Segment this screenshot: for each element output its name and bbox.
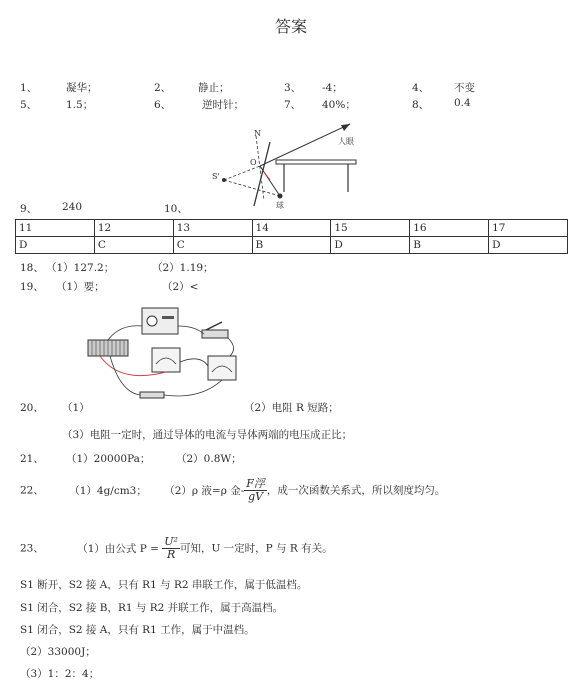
q22-fraction <box>244 478 267 503</box>
table-top <box>276 160 356 164</box>
angle-marker <box>264 172 270 180</box>
q19-part2: （2）< <box>162 281 199 293</box>
answer-3: -4； <box>322 82 343 94</box>
table-header-cell: 16 <box>410 220 489 237</box>
label-point-o: O <box>250 158 257 167</box>
table-cell: D <box>331 237 410 254</box>
q23-line-2: S1 闭合，S2 接 B，R1 与 R2 并联工作，属于高温档。 <box>20 602 284 614</box>
q18-part1: （1）127.2； <box>46 262 115 274</box>
q23-line <box>20 536 333 561</box>
answer-8-number: 8、 <box>412 99 430 111</box>
table-cell: D <box>489 237 568 254</box>
q22-part2-prefix: （2）ρ 液=ρ 金- <box>164 484 245 497</box>
virtual-ray <box>224 166 260 180</box>
label-eye: 人眼 <box>338 137 354 146</box>
q18-part2: （2）1.19； <box>152 262 214 274</box>
answer-9-number: 9、 <box>20 203 38 215</box>
table-cell: D <box>16 237 95 254</box>
table-cell: C <box>173 237 252 254</box>
label-normal: N <box>254 129 261 138</box>
label-ball: 球 <box>276 201 284 210</box>
q20-part3: （3）电阻一定时，通过导体的电流与导体两端的电压成正比； <box>62 429 353 441</box>
q20-part2: （2）电阻 R 短路； <box>244 402 339 414</box>
table-cell: B <box>252 237 331 254</box>
table-cell: C <box>94 237 173 254</box>
table-header-row <box>16 220 568 237</box>
q22-part2-suffix: ，成一次函数关系式，所以刻度均匀。 <box>266 484 446 497</box>
table-header-cell: 11 <box>16 220 95 237</box>
answer-7: 40%； <box>322 99 356 111</box>
ball <box>278 194 283 199</box>
q23-part1-prefix: （1）由公式 P = <box>77 542 159 555</box>
q23-part1-suffix: 可知，U 一定时，P 与 R 有关。 <box>179 542 333 555</box>
answer-2: 静止； <box>198 82 230 94</box>
answer-10-number: 10、 <box>164 203 188 215</box>
multiple-choice-table <box>15 219 568 254</box>
table-header-cell: 13 <box>173 220 252 237</box>
q23-line-1: S1 断开，S2 接 A，只有 R1 与 R2 串联工作，属于低温档。 <box>20 579 308 591</box>
q23-fraction <box>162 536 180 561</box>
q20-number: 20、 <box>20 402 44 414</box>
q22-line <box>20 478 445 503</box>
fraction-denominator: R <box>166 548 176 561</box>
q23-line-3: S1 闭合，S2 接 A，只有 R1 工作，属于中温档。 <box>20 624 255 636</box>
answer-5: 1.5； <box>66 99 94 111</box>
answer-4-number: 4、 <box>412 82 430 94</box>
q19-number: 19、 <box>20 281 44 293</box>
answer-9: 240 <box>62 201 83 213</box>
answer-4: 不变 <box>454 82 475 94</box>
answer-1: 凝华； <box>66 82 98 94</box>
circuit-apparatus-picture <box>80 304 240 404</box>
q21-part2: （2）0.8W； <box>176 453 242 465</box>
image-line <box>224 180 280 196</box>
q22-part1: （1）4g/cm3； <box>69 484 147 497</box>
fraction-numerator: F浮 <box>246 477 265 490</box>
table-header-cell: 14 <box>252 220 331 237</box>
virtual-image-point <box>222 178 226 182</box>
table-header-cell: 17 <box>489 220 568 237</box>
supply-dial <box>147 316 157 326</box>
answer-6-number: 6、 <box>154 99 172 111</box>
q23-line-5: （3）1：2：4； <box>20 668 100 680</box>
plane-mirror <box>254 142 270 206</box>
table-header-cell: 12 <box>94 220 173 237</box>
resistor <box>140 392 164 398</box>
table-row <box>16 237 568 254</box>
answer-2-number: 2、 <box>154 82 172 94</box>
q22-number: 22、 <box>20 484 44 497</box>
answer-7-number: 7、 <box>284 99 302 111</box>
q23-line-4: （2）33000J； <box>20 646 96 658</box>
answer-1-number: 1、 <box>20 82 38 94</box>
q23-number: 23、 <box>20 542 44 555</box>
q20-part1: （1） <box>62 402 90 414</box>
answer-5-number: 5、 <box>20 99 38 111</box>
answer-3-number: 3、 <box>284 82 302 94</box>
switch <box>202 330 228 338</box>
answer-8: 0.4 <box>454 97 471 109</box>
q18-number: 18、 <box>20 262 44 274</box>
ammeter <box>152 348 180 372</box>
fraction-denominator: gV <box>248 490 264 503</box>
arrow-icon <box>341 124 350 131</box>
fraction-numerator: U² <box>164 535 178 548</box>
voltmeter <box>208 356 236 380</box>
mirror-reflection-diagram <box>210 114 370 210</box>
q21-part1: （1）20000Pa； <box>66 453 151 465</box>
table-header-cell: 15 <box>331 220 410 237</box>
page-title: 答案 <box>274 17 307 36</box>
q19-part1: （1）要； <box>56 281 105 293</box>
answer-6: 逆时针； <box>202 99 244 111</box>
label-image-s: S' <box>212 172 220 181</box>
supply-terminal <box>162 316 174 319</box>
table-cell: B <box>410 237 489 254</box>
switch-lever <box>206 322 222 330</box>
q21-number: 21、 <box>20 453 44 465</box>
